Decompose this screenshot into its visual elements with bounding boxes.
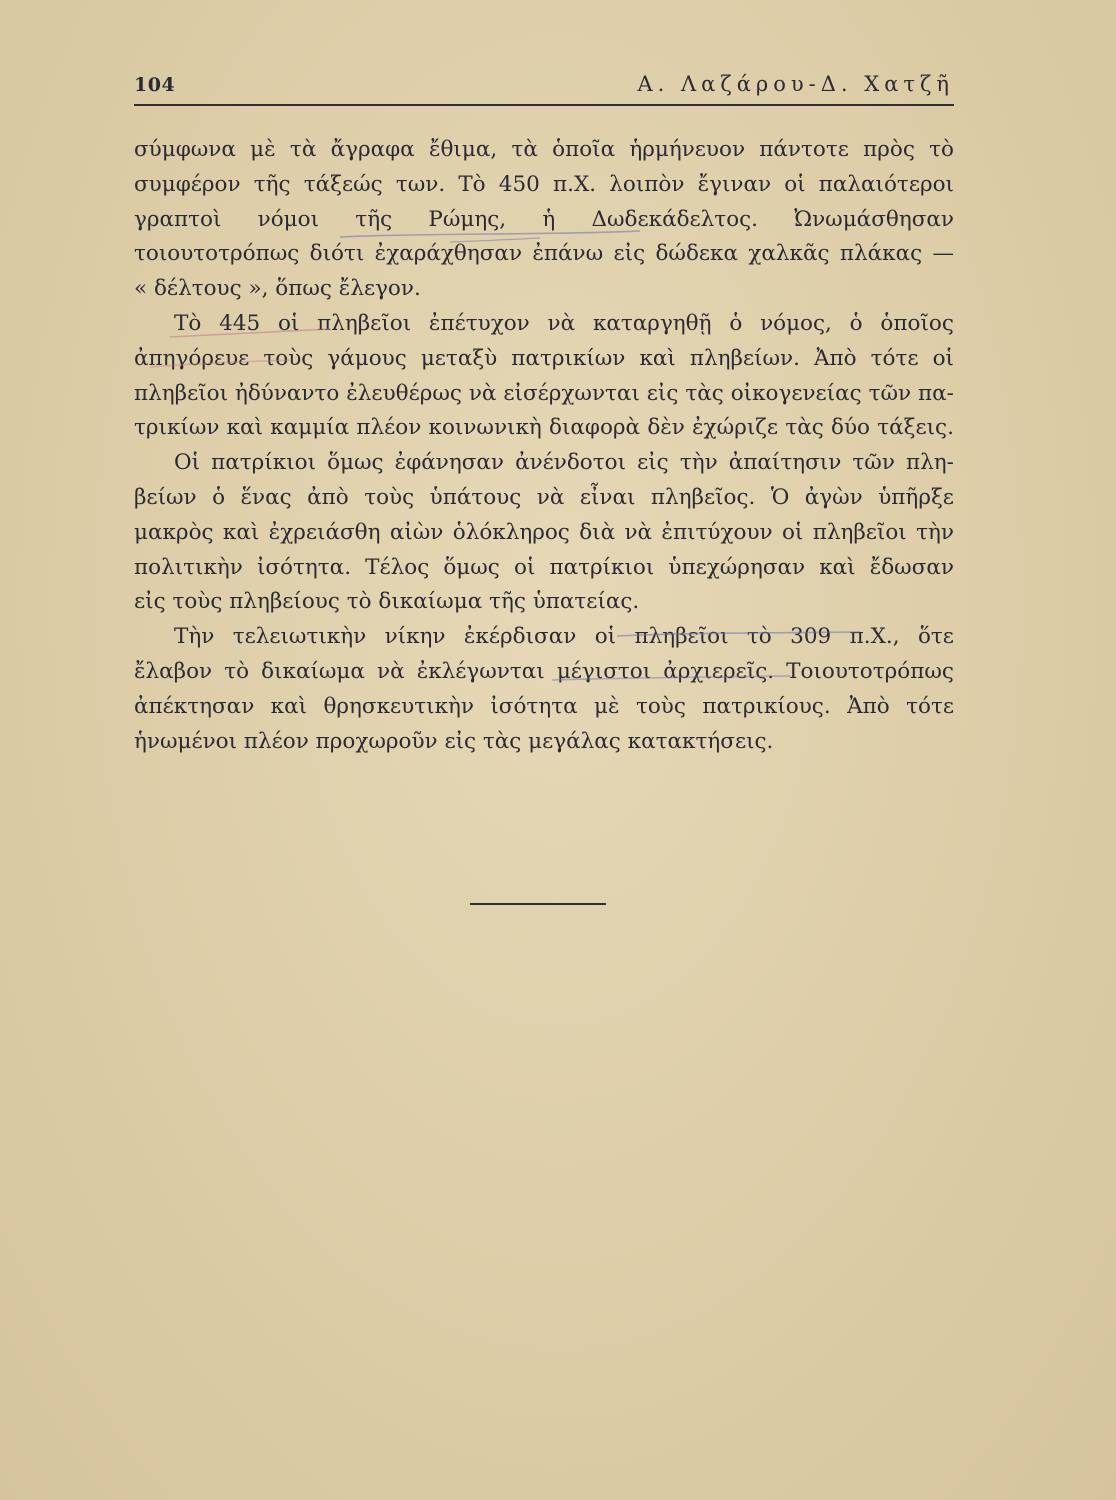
- paragraph-1: [134, 133, 954, 307]
- end-rule: [470, 903, 606, 905]
- text-line: ἀπηγόρευε τοὺς γάμους μεταξὺ πατρικίων καὶ πληβείων. Ἀπὸ τότε οἱ: [134, 345, 954, 371]
- body-text: [134, 133, 954, 759]
- text-line: συμφέρον τῆς τάξεώς των. Τὸ 450 π.Χ. λοιπὸν ἔγιναν οἱ παλαιότεροι: [134, 171, 954, 197]
- text-line: ἀπέκτησαν καὶ θρησκευτικὴν ἰσότητα μὲ τοὺς πατρικίους. Ἀπὸ τότε: [134, 693, 954, 719]
- paragraph-3: [134, 446, 954, 620]
- text-line: Τὸ 445 οἱ πληβεῖοι ἐπέτυχον νὰ καταργηθῇ ὁ νόμος, ὁ ὁποῖος: [174, 310, 954, 336]
- text-line: βείων ὁ ἕνας ἀπὸ τοὺς ὑπάτους νὰ εἶναι πληβεῖος. Ὁ ἀγὼν ὑπῆρξε: [134, 484, 954, 510]
- text-line: ἡνωμένοι πλέον προχωροῦν εἰς τὰς μεγάλας κατακτήσεις.: [134, 728, 774, 754]
- text-line: γραπτοὶ νόμοι τῆς Ρώμης, ἡ Δωδεκάδελτος. Ὠνωμάσθησαν: [134, 206, 954, 232]
- paragraph-4: [134, 620, 954, 759]
- text-line: τοιουτοτρόπως διότι ἐχαράχθησαν ἐπάνω εἰς δώδεκα χαλκᾶς πλάκας —: [134, 241, 954, 267]
- header-rule: [134, 104, 954, 106]
- text-line: Τὴν τελειωτικὴν νίκην ἐκέρδισαν οἱ πληβεῖοι τὸ 309 π.Χ., ὅτε: [174, 624, 954, 650]
- running-head: Α. Λαζάρου-Δ. Χατζῆ: [637, 72, 954, 96]
- paragraph-2: [134, 307, 954, 446]
- text-line: μακρὸς καὶ ἐχρειάσθη αἰὼν ὁλόκληρος διὰ νὰ ἐπιτύχουν οἱ πληβεῖοι τὴν: [134, 519, 954, 545]
- text-line: πληβεῖοι ἠδύναντο ἐλευθέρως νὰ εἰσέρχωνται εἰς τὰς οἰκογενείας τῶν πα-: [134, 380, 954, 406]
- text-line: « δέλτους », ὅπως ἔλεγον.: [134, 276, 421, 302]
- text-line: Οἱ πατρίκιοι ὅμως ἐφάνησαν ἀνένδοτοι εἰς τὴν ἀπαίτησιν τῶν πλη-: [174, 450, 954, 476]
- text-line: τρικίων καὶ καμμία πλέον κοινωνικὴ διαφορὰ δὲν ἐχώριζε τὰς δύο τάξεις.: [134, 415, 954, 441]
- page-header: [134, 70, 954, 102]
- page-number: 104: [134, 74, 176, 96]
- text-line: πολιτικὴν ἰσότητα. Τέλος ὅμως οἱ πατρίκιοι ὑπεχώρησαν καὶ ἔδωσαν: [134, 554, 954, 580]
- text-line: εἰς τοὺς πληβείους τὸ δικαίωμα τῆς ὑπατείας.: [134, 589, 640, 615]
- text-line: ἔλαβον τὸ δικαίωμα νὰ ἐκλέγωνται μέγιστοι ἀρχιερεῖς. Τοιουτοτρόπως: [134, 658, 954, 684]
- text-line: σύμφωνα μὲ τὰ ἄγραφα ἔθιμα, τὰ ὁποῖα ἡρμήνευον πάντοτε πρὸς τὸ: [134, 137, 954, 162]
